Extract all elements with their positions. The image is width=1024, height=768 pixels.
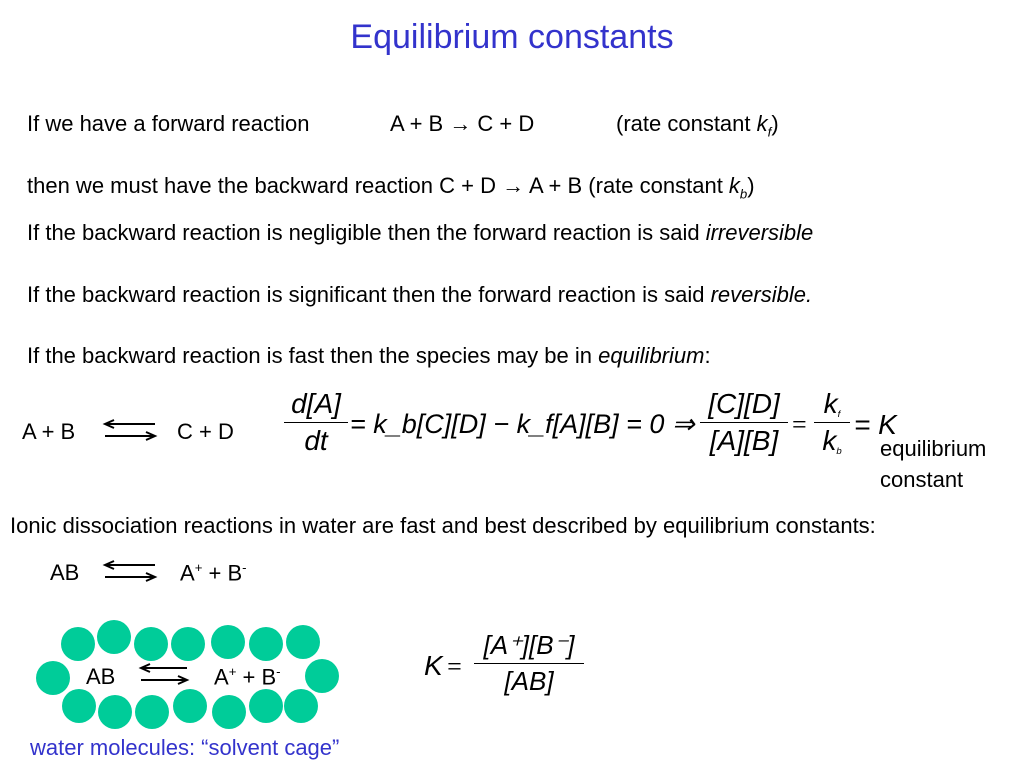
k-symbol: K = xyxy=(424,650,462,681)
water-molecule xyxy=(36,661,70,695)
ionic-dissociation-line: Ionic dissociation reactions in water are fast and best described by equilibrium constants: xyxy=(10,513,876,538)
page-title: Equilibrium constants xyxy=(350,18,674,56)
constant-label: constant xyxy=(880,467,964,492)
forward-rate-constant: (rate constant $k_f$) xyxy=(616,111,779,140)
forward-reaction-text: If we have a forward reaction xyxy=(27,111,310,136)
dissociation-fraction: [A⁺][B⁻] [AB] xyxy=(474,630,584,697)
concentration-fraction: [C][D] [A][B] xyxy=(700,388,788,457)
water-molecule xyxy=(286,625,320,659)
rate-expression: = k_b[C][D] − k_f[A][B] = 0 ⇒ xyxy=(350,409,695,439)
water-molecule xyxy=(284,689,318,723)
water-molecule xyxy=(61,627,95,661)
equilibrium-K: = K xyxy=(854,409,897,440)
water-molecule xyxy=(98,695,132,729)
water-molecule xyxy=(62,689,96,723)
rate-constant-fraction: $k_f$ $k_b$ xyxy=(814,388,850,457)
eq2-left-species: AB xyxy=(50,560,80,585)
water-molecule xyxy=(305,659,339,693)
water-molecule xyxy=(249,627,283,661)
water-molecule xyxy=(173,689,207,723)
equals-sign: = xyxy=(792,410,807,439)
equilibrium-line: If the backward reaction is fast then the species may be in equilibrium: xyxy=(27,343,711,368)
eq2-right-species: A+ + B- xyxy=(180,560,247,586)
water-molecule xyxy=(212,695,246,729)
eq1-left-species: A + B xyxy=(22,419,76,444)
forward-reaction-line xyxy=(27,111,309,137)
equilibrium-label: equilibrium xyxy=(880,436,987,461)
backward-reaction-line: then we must have the backward reaction C + D → A + B (rate constant $k_b$) xyxy=(27,173,755,202)
equilibrium-arrows-icon xyxy=(136,664,192,684)
water-molecule xyxy=(135,695,169,729)
water-molecule xyxy=(249,689,283,723)
rate-fraction: d[A] dt xyxy=(284,388,348,457)
solvent-cage-caption: water molecules: “solvent cage” xyxy=(30,735,340,760)
irreversible-line: If the backward reaction is negligible then the forward reaction is said irreversible xyxy=(27,220,814,245)
water-molecule xyxy=(97,620,131,654)
water-molecule xyxy=(134,627,168,661)
cage-right-species: A+ + B- xyxy=(214,664,281,690)
water-molecule xyxy=(171,627,205,661)
forward-reaction-equation: A + B → C + D xyxy=(390,111,535,136)
reversible-line: If the backward reaction is significant then the forward reaction is said reversible. xyxy=(27,282,813,307)
equilibrium-arrows-icon xyxy=(100,420,160,440)
cage-left-species: AB xyxy=(86,664,116,689)
eq1-right-species: C + D xyxy=(177,419,234,444)
water-molecule xyxy=(211,625,245,659)
equilibrium-arrows-icon xyxy=(100,561,160,581)
